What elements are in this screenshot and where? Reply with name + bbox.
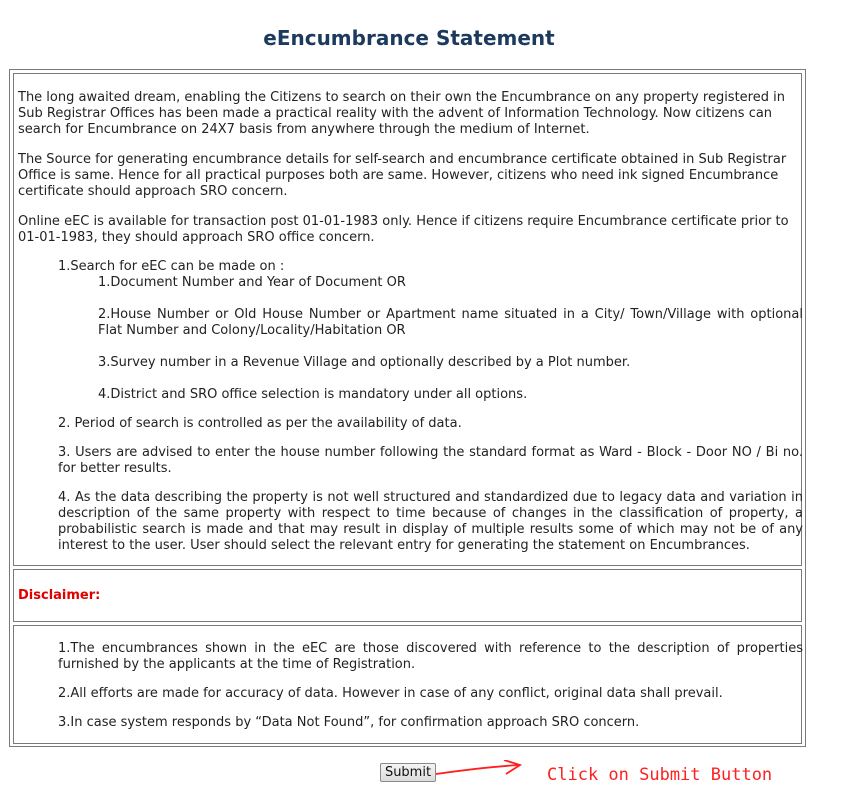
- submit-annotation: Click on Submit Button: [547, 765, 773, 785]
- instructions-panel: [13, 73, 802, 566]
- submit-button[interactable]: Submit: [380, 763, 436, 782]
- instruction-point: 3. Users are advised to enter the house number following the standard format as Ward - Block - Door NO / Bi no. for better results.: [58, 445, 803, 476]
- intro-paragraph: The long awaited dream, enabling the Citizens to search on their own the Encumbrance on any property registered in Sub Registrar Offices has been made a practical reality with the advent of Information Technology. Now citizens can search for Encumbrance on 24X7 basis from anywhere through the medium of Internet.: [18, 90, 785, 137]
- search-option: 3.Survey number in a Revenue Village and optionally described by a Plot number.: [98, 355, 631, 370]
- arrow-icon: [434, 760, 526, 784]
- instruction-point: 2. Period of search is controlled as per the availability of data.: [58, 416, 462, 431]
- disclaimer-item: 3.In case system responds by “Data Not Found”, for confirmation approach SRO concern.: [58, 715, 640, 730]
- search-option: 1.Document Number and Year of Document OR: [98, 275, 406, 290]
- instruction-point: 4. As the data describing the property is not well structured and standardized due to legacy data and variation in description of the same property with respect to time because of changes in the classification of property, a probabilistic search is made and that may result in display of multiple results some of which may not be of any interest to the user. User should select the relevant entry for generating the statement on Encumbrances.: [58, 490, 803, 553]
- disclaimer-panel: [13, 625, 802, 744]
- search-option: 2.House Number or Old House Number or Apartment name situated in a City/ Town/Village with optional Flat Number and Colony/Locality/Habitation OR: [98, 307, 803, 338]
- disclaimer-heading: Disclaimer:: [18, 588, 101, 603]
- disclaimer-item: 1.The encumbrances shown in the eEC are those discovered with reference to the description of properties furnished by the applicants at the time of Registration.: [58, 641, 803, 672]
- search-heading: 1.Search for eEC can be made on :: [58, 259, 285, 274]
- statement-info-table: [9, 69, 806, 747]
- intro-paragraph: The Source for generating encumbrance details for self-search and encumbrance certificate obtained in Sub Registrar Office is same. Hence for all practical purposes both are same. However, citizens who need ink signed Encumbrance certificate should approach SRO concern.: [18, 152, 787, 199]
- page-title: eEncumbrance Statement: [263, 26, 555, 50]
- intro-paragraph: Online eEC is available for transaction post 01-01-1983 only. Hence if citizens require Encumbrance certificate prior to 01-01-1983, they should approach SRO office concern.: [18, 214, 789, 245]
- disclaimer-header-panel: [13, 569, 802, 622]
- disclaimer-item: 2.All efforts are made for accuracy of data. However in case of any conflict, original data shall prevail.: [58, 686, 723, 701]
- search-option: 4.District and SRO office selection is mandatory under all options.: [98, 387, 528, 402]
